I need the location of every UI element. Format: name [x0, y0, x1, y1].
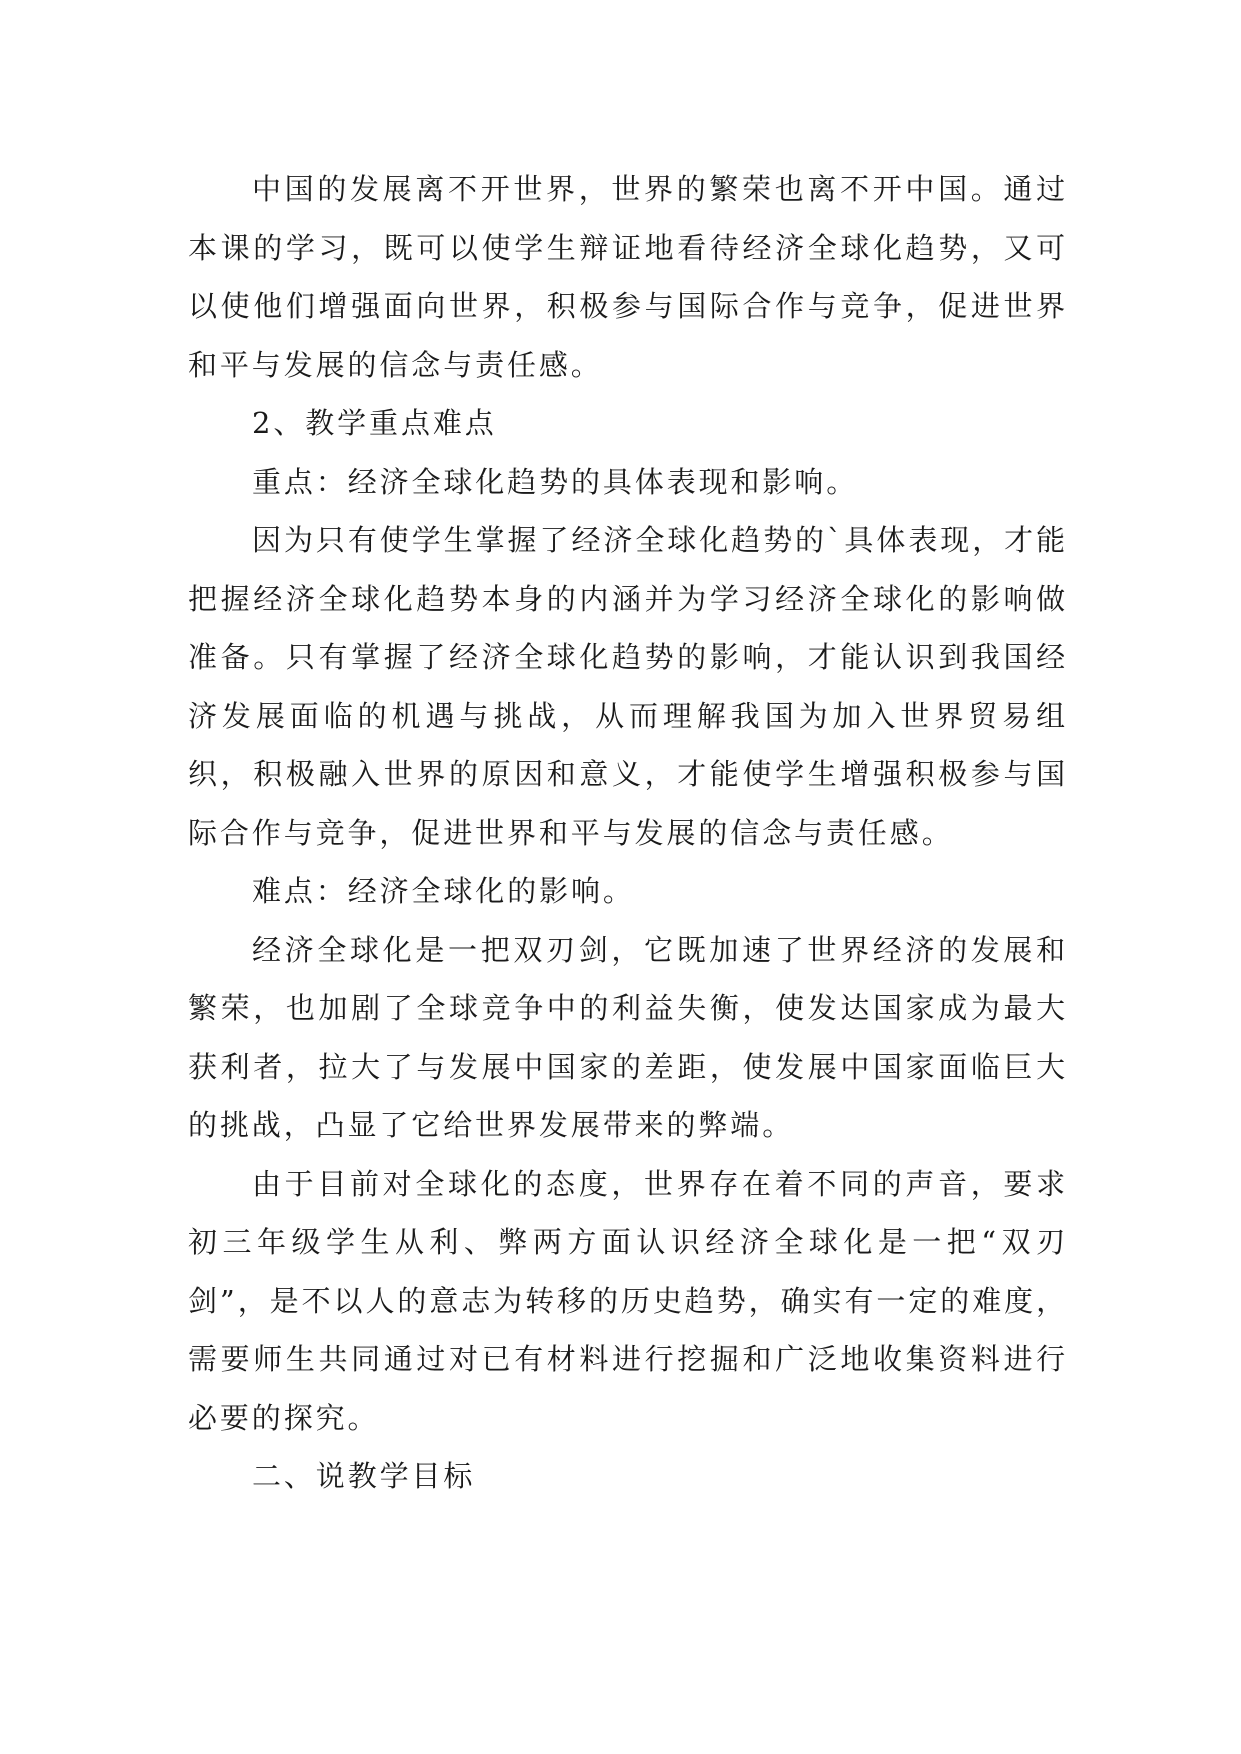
- section-heading-teaching-goals: 二、说教学目标: [252, 1459, 476, 1493]
- paragraph-key-point: 重点：经济全球化趋势的具体表现和影响。: [252, 464, 859, 499]
- paragraph-difficult-point: 难点：经济全球化的影响。: [252, 874, 635, 908]
- paragraph-intro: 中国的发展离不开世界，世界的繁荣也离不开中国。通过本课的学习，既可以使学生辩证地看待经济全球化趋势，又可以使他们增强面向世界，积极参与国际合作与竞争，促进世界和平与发展的信念与责任感。: [188, 172, 1068, 382]
- paragraph-double-edged-sword: 经济全球化是一把双刃剑，它既加速了世界经济的发展和繁荣，也加剧了全球竞争中的利益失衡，使发达国家成为最大获利者，拉大了与发展中国家的差距，使发展中国家面临巨大的挑战，凸显了它给世界发展带来的弊端。: [188, 932, 1068, 1142]
- document-body: [188, 160, 1068, 1506]
- paragraph-key-point-reason: 因为只有使学生掌握了经济全球化趋势的`具体表现，才能把握经济全球化趋势本身的内涵并为学习经济全球化的影响做准备。只有掌握了经济全球化趋势的影响，才能认识到我国经济发展面临的机遇与挑战，从而理解我国为加入世界贸易组织，积极融入世界的原因和意义，才能使学生增强积极参与国际合作与竞争，促进世界和平与发展的信念与责任感。: [188, 523, 1068, 850]
- paragraph-difficulty-reason: 由于目前对全球化的态度，世界存在着不同的声音，要求初三年级学生从利、弊两方面认识经济全球化是一把“双刃剑”，是不以人的意志为转移的历史趋势，确实有一定的难度，需要师生共同通过对已有材料进行挖掘和广泛地收集资料进行必要的探究。: [188, 1166, 1068, 1435]
- section-heading-key-difficult-points: 2、教学重点难点: [252, 406, 497, 440]
